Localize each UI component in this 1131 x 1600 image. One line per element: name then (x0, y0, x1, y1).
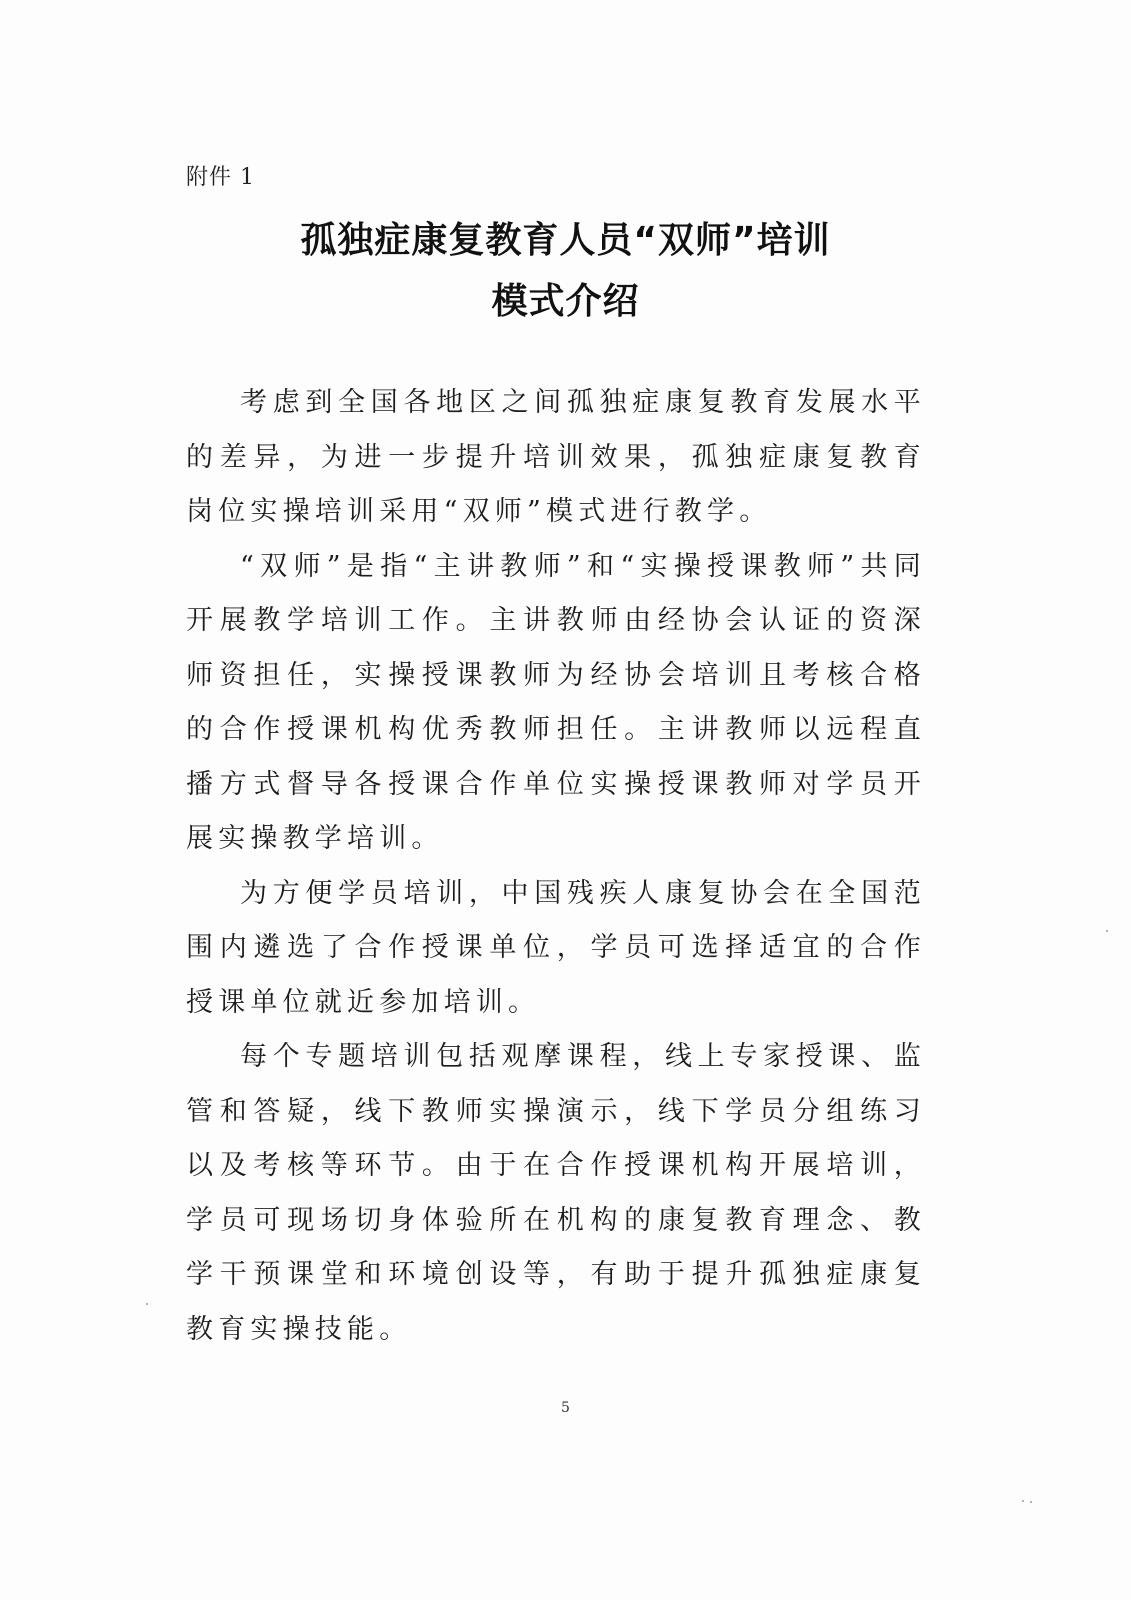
scan-speck (1106, 930, 1108, 932)
paragraph-3: 为方便学员培训，中国残疾人康复协会在全国范围内遴选了合作授课单位，学员可选择适宜的合作授课单位就近参加培训。 (186, 877, 926, 1018)
page-number: 5 (561, 1400, 570, 1416)
document-title-line-2: 模式介绍 (491, 281, 640, 322)
scan-speck (1030, 1501, 1032, 1503)
scan-speck (1022, 1500, 1024, 1502)
attachment-label: 附件 1 (186, 165, 255, 190)
paragraph-2: “双师”是指“主讲教师”和“实操授课教师”共同开展教学培训工作。主讲教师由经协会认证的资深师资担任，实操授课教师为经协会培训且考核合格的合作授课机构优秀教师担任。主讲教师以远程直播方式督导各授课合作单位实操授课教师对学员开展实操教学培训。 (186, 550, 926, 854)
document-title-line-1: 孤独症康复教育人员“双师”培训 (300, 220, 831, 261)
paragraph-1: 考虑到全国各地区之间孤独症康复教育发展水平的差异，为进一步提升培训效果，孤独症康复教育岗位实操培训采用“双师”模式进行教学。 (186, 387, 926, 527)
document-body (186, 376, 926, 1357)
scan-speck (146, 1303, 148, 1305)
paragraph-4: 每个专题培训包括观摩课程，线上专家授课、监管和答疑，线下教师实操演示，线下学员分组练习以及考核等环节。由于在合作授课机构开展培训，学员可现场切身体验所在机构的康复教育理念、教学干预课堂和环境创设等，有助于提升孤独症康复教育实操技能。 (186, 1041, 926, 1345)
